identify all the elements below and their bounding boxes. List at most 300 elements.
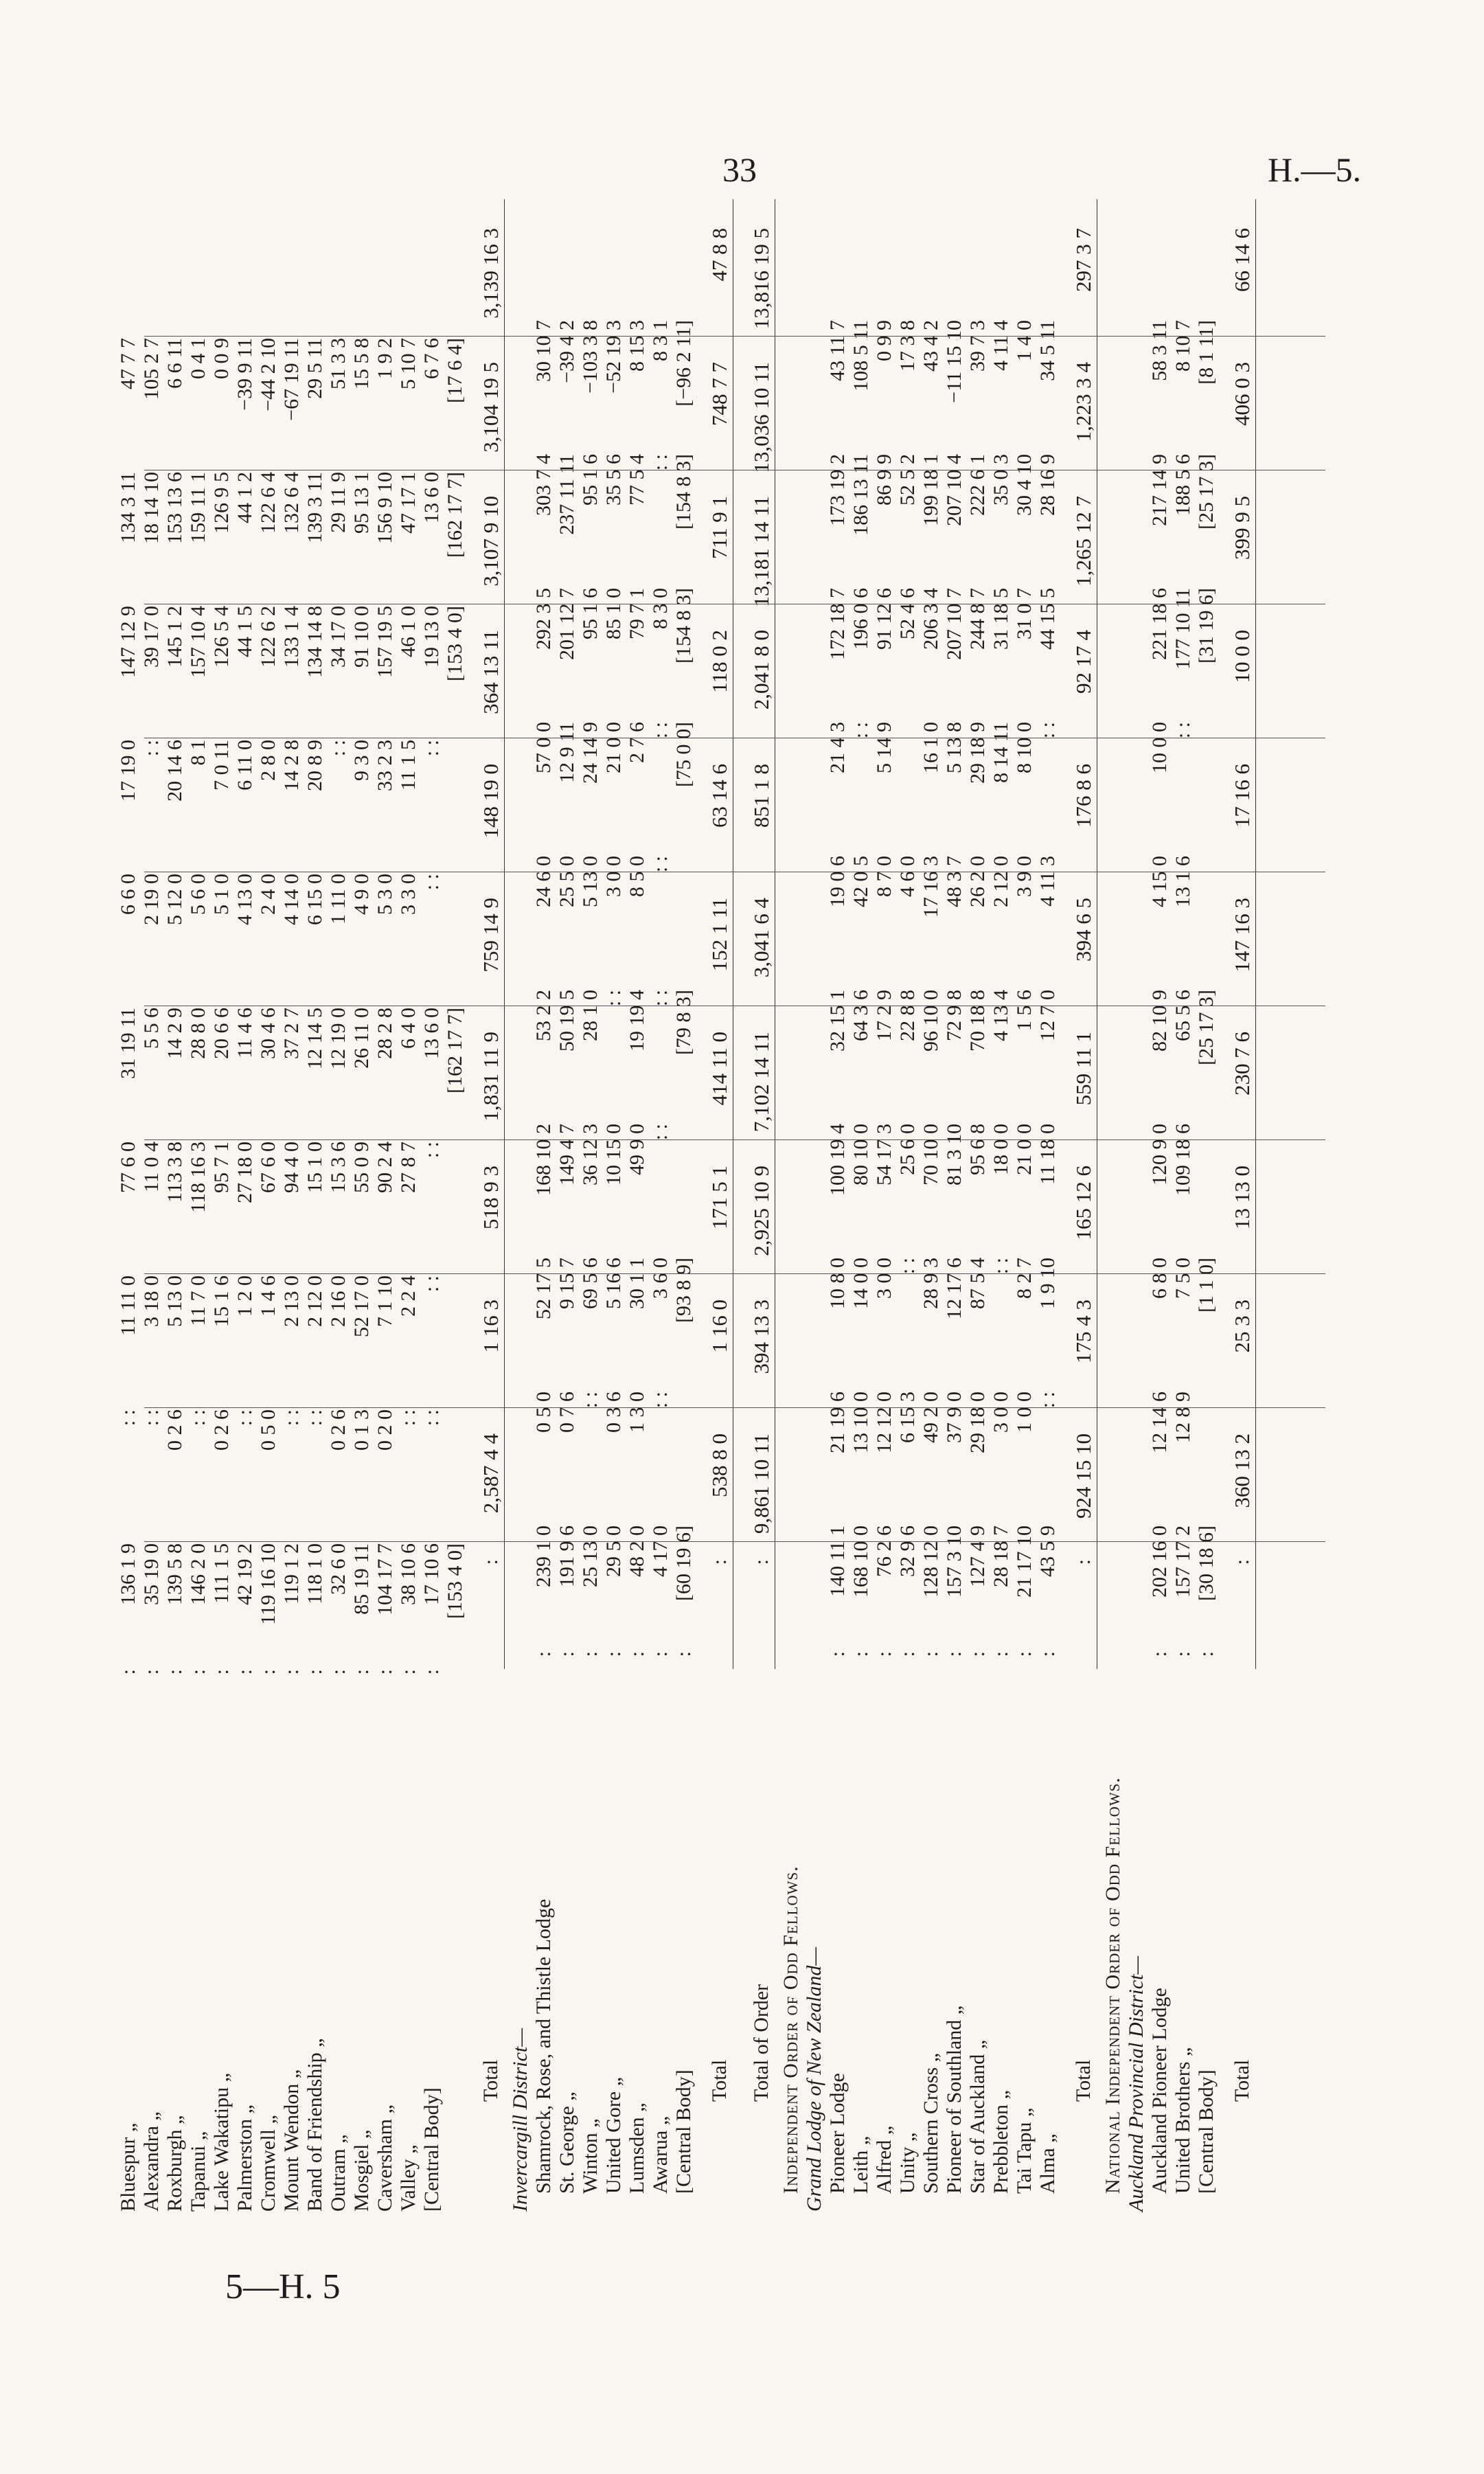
table-cell: 136 1 9	[117, 1543, 139, 1605]
leader-dots: :	[327, 1669, 350, 1675]
spacer	[467, 185, 479, 2212]
leader-dots: :	[397, 1669, 420, 1675]
row-label: Leith „	[849, 2135, 872, 2194]
table-cell: 47 17 1	[397, 472, 420, 534]
table-cell: 186 13 11	[849, 454, 872, 536]
row-label: Palmerston „	[233, 2104, 256, 2212]
table-cell: [162 17 7]	[444, 472, 466, 558]
total-cell: 394 6 5	[1071, 898, 1095, 962]
table-cell: 201 12 7	[556, 588, 578, 660]
group-rule	[504, 199, 505, 1669]
table-cell: 156 9 10	[374, 472, 396, 544]
leader-dots: :	[140, 1669, 163, 1675]
table-row	[873, 185, 896, 2212]
table-cell: 217 14 9	[1148, 454, 1171, 526]
total-cell: 66 14 6	[1230, 228, 1254, 292]
table-cell: : :	[649, 990, 672, 1007]
table-cell: 26 2 0	[966, 856, 989, 907]
table-cell: 5 13 0	[163, 1275, 186, 1327]
table-cell: 126 5 4	[210, 606, 233, 668]
row-label: Lake Wakatipu „	[210, 2073, 233, 2212]
leader-dots: :	[257, 1669, 279, 1675]
table-cell: 35 0 3	[990, 454, 1012, 506]
table-cell: 0 2 6	[163, 1409, 186, 1451]
table-cell: 96 10 0	[920, 990, 942, 1052]
table-cell: 25 13 0	[579, 1525, 602, 1587]
total-cell: 171 5 1	[707, 1166, 731, 1229]
leader-dots: :	[708, 1559, 731, 1565]
table-cell: 10 8 0	[826, 1258, 849, 1309]
table-row	[187, 185, 210, 2212]
table-cell: 19 0 6	[826, 856, 849, 907]
table-row	[163, 185, 187, 2212]
table-cell: 39 7 3	[966, 320, 989, 372]
table-row	[579, 185, 602, 2212]
table-cell: 134 14 8	[304, 606, 326, 678]
table-cell: : :	[420, 1275, 443, 1293]
table-cell: 12 14 6	[1148, 1392, 1171, 1453]
row-label: Shamrock, Rose, and Thistle Lodge	[532, 1898, 555, 2194]
table-cell: 0 2 0	[374, 1409, 396, 1451]
table-cell: 95 7 1	[210, 1142, 233, 1193]
leader-dots: :	[750, 1559, 773, 1565]
table-cell: 25 5 0	[556, 856, 578, 907]
table-cell: 3 0 0	[602, 856, 625, 897]
table-cell: 14 2 9	[163, 1008, 186, 1059]
table-row	[1036, 185, 1060, 2212]
table-cell: 69 5 6	[579, 1258, 602, 1309]
total-cell: 10 0 0	[1230, 630, 1254, 683]
table-cell: 3 0 0	[990, 1392, 1012, 1433]
total-row	[1231, 185, 1254, 2212]
table-cell: 22 8 8	[896, 990, 919, 1041]
table-cell: 303 7 4	[532, 454, 555, 516]
table-cell: 55 0 9	[350, 1142, 373, 1193]
table-cell: 24 6 0	[532, 856, 555, 907]
table-cell: 54 17 3	[873, 1124, 895, 1185]
table-cell: 19 19 4	[626, 990, 648, 1052]
table-cell: 3 0 0	[873, 1258, 895, 1299]
row-label: Pioneer of Southland „	[943, 2005, 966, 2194]
table-cell: 5 16 6	[602, 1258, 625, 1309]
table-cell: 177 10 11	[1172, 588, 1194, 670]
table-cell: 12 19 0	[327, 1008, 350, 1069]
table-cell: 5 10 7	[397, 338, 420, 389]
total-cell: 25 3 3	[1230, 1300, 1254, 1353]
table-cell: [154 8 3]	[672, 588, 695, 663]
total-cell: 759 14 9	[479, 898, 503, 973]
table-cell: 15 1 0	[304, 1142, 326, 1193]
table-cell: 65 5 6	[1172, 990, 1194, 1041]
row-label: [Central Body]	[672, 2069, 695, 2194]
table-cell: 13 6 0	[420, 1008, 443, 1059]
total-cell: 518 9 3	[479, 1166, 503, 1229]
total-label: Total	[708, 2059, 731, 2102]
table-cell: 8 5 0	[626, 856, 648, 897]
table-cell: 191 9 6	[556, 1525, 578, 1587]
table-cell: : :	[187, 1409, 209, 1427]
table-cell: 25 6 0	[896, 1124, 919, 1175]
table-cell: 159 11 1	[187, 472, 209, 543]
table-cell: 139 5 8	[163, 1543, 186, 1605]
table-cell: 188 5 6	[1172, 454, 1194, 516]
table-cell: 157 3 10	[943, 1525, 966, 1598]
total-cell: 176 8 6	[1071, 764, 1095, 828]
page-number: 33	[722, 150, 757, 189]
table-cell: 1 11 0	[327, 874, 350, 924]
row-label: Pioneer Lodge	[826, 2073, 849, 2194]
table-cell: −11 15 10	[943, 320, 966, 403]
table-cell: [25 17 3]	[1195, 990, 1218, 1065]
table-cell: 79 7 1	[626, 588, 648, 639]
table-cell: 6 8 0	[1148, 1258, 1171, 1299]
table-cell: 30 4 10	[1013, 454, 1036, 516]
total-cell: 47 8 8	[707, 228, 731, 282]
table-cell: 122 6 2	[257, 606, 279, 668]
table-cell: 34 17 0	[327, 606, 350, 668]
spacer	[1060, 185, 1072, 2212]
row-label: Prebbleton „	[990, 2090, 1012, 2194]
row-label: St. George „	[556, 2091, 578, 2194]
total-label: Total	[1072, 2059, 1095, 2102]
table-cell: 113 3 8	[163, 1142, 186, 1203]
table-cell: 43 5 9	[1036, 1525, 1059, 1577]
table-cell: 30 4 6	[257, 1008, 279, 1059]
row-label: Southern Cross „	[920, 2053, 942, 2194]
table-cell: [162 17 7]	[444, 1008, 466, 1093]
table-cell: : :	[649, 722, 672, 739]
table-cell: 72 9 8	[943, 990, 966, 1041]
table-cell: 146 2 0	[187, 1543, 209, 1605]
total-cell: 851 1 8	[749, 764, 773, 828]
table-cell: 6 6 11	[163, 338, 186, 389]
column-rule	[144, 1541, 1325, 1542]
table-row	[444, 185, 467, 2212]
table-cell: 4 11 4	[990, 320, 1012, 371]
table-cell: 157 17 2	[1172, 1525, 1194, 1598]
table-cell: [153 4 0]	[444, 606, 466, 681]
table-cell: 95 13 1	[350, 472, 373, 534]
table-cell: 81 3 10	[943, 1124, 966, 1185]
leader-dots: :	[1036, 1651, 1059, 1657]
table-cell: 31 0 7	[1013, 588, 1036, 639]
table-cell: 95 6 8	[966, 1124, 989, 1175]
table-cell: 5 1 0	[210, 874, 233, 915]
table-cell: 172 18 7	[826, 588, 849, 660]
table-row	[920, 185, 943, 2212]
table-cell: 2 4 0	[257, 874, 279, 915]
total-cell: 3,104 19 5	[479, 362, 503, 453]
table-cell: 95 1 6	[579, 454, 602, 506]
table-row	[849, 185, 873, 2212]
spacer	[696, 185, 708, 2212]
table-cell: 3 9 0	[1013, 856, 1036, 897]
table-cell: 43 11 7	[826, 320, 849, 381]
total-cell: 9,861 10 11	[749, 1433, 773, 1534]
table-cell: 10 15 0	[602, 1124, 625, 1185]
leader-dots: :	[1072, 1559, 1095, 1565]
table-cell: 35 5 6	[602, 454, 625, 506]
table-cell: 46 1 0	[397, 606, 420, 657]
total-cell: 118 0 2	[707, 630, 731, 693]
table-cell: 39 17 0	[140, 606, 163, 668]
leader-dots: :	[187, 1669, 209, 1675]
table-row	[257, 185, 280, 2212]
table-cell: 49 2 0	[920, 1392, 942, 1443]
table-cell: 221 18 6	[1148, 588, 1171, 660]
table-cell: 28 8 0	[187, 1008, 209, 1059]
table-cell: 239 1 0	[532, 1525, 555, 1587]
table-cell: 43 4 2	[920, 320, 942, 372]
table-cell: 28 18 7	[990, 1525, 1012, 1587]
table-cell: 29 5 11	[304, 338, 326, 399]
table-cell: 11 1 5	[397, 740, 420, 791]
table-cell: 36 12 3	[579, 1124, 602, 1185]
table-cell: 8 3 1	[649, 320, 672, 361]
row-label: Caversham „	[374, 2104, 396, 2212]
table-cell: 44 15 5	[1036, 588, 1059, 650]
total-cell: 538 8 0	[707, 1433, 731, 1497]
table-row	[532, 185, 556, 2212]
table-cell: 21 0 0	[1013, 1124, 1036, 1175]
table-cell: 237 11 11	[556, 454, 578, 535]
column-rule	[144, 1407, 1325, 1408]
table-cell: 30 1 1	[626, 1258, 648, 1309]
table-cell: 42 0 5	[849, 856, 872, 907]
table-cell: 100 19 4	[826, 1124, 849, 1196]
row-label: Band of Friendship „	[304, 2038, 326, 2212]
table-cell: 20 8 9	[304, 740, 326, 791]
table-cell: 27 18 0	[233, 1142, 256, 1203]
table-cell: 57 0 0	[532, 722, 555, 773]
total-cell: 364 13 11	[479, 630, 503, 714]
table-cell: 0 2 6	[327, 1409, 350, 1451]
table-cell: 48 3 7	[943, 856, 966, 907]
table-cell: 44 1 2	[233, 472, 256, 523]
row-label: Valley „	[397, 2144, 420, 2212]
table-cell: 91 10 0	[350, 606, 373, 668]
leader-dots: :	[849, 1651, 872, 1657]
table-cell: 17 16 3	[920, 856, 942, 918]
row-label: United Gore „	[602, 2077, 625, 2194]
row-label: Winton „	[579, 2118, 602, 2194]
table-cell: 2 16 0	[327, 1275, 350, 1327]
table-cell: 18 14 10	[140, 472, 163, 544]
table-cell: 2 8 0	[257, 740, 279, 781]
table-cell: 118 1 0	[304, 1543, 326, 1604]
table-cell: 13 10 0	[849, 1392, 872, 1453]
row-label: Auckland Pioneer Lodge	[1148, 1988, 1171, 2194]
leader-dots: :	[233, 1669, 256, 1675]
table-cell: 80 10 0	[849, 1124, 872, 1185]
table-cell: 199 18 1	[920, 454, 942, 526]
table-cell: 52 17 5	[532, 1258, 555, 1319]
leader-dots: :	[579, 1651, 602, 1657]
table-cell: 82 10 9	[1148, 990, 1171, 1052]
table-cell: 58 3 11	[1148, 320, 1171, 381]
table-cell: 26 11 0	[350, 1008, 373, 1069]
table-cell: [25 17 3]	[1195, 454, 1218, 530]
row-label: Outram „	[327, 2134, 350, 2212]
table-cell: 8 10 7	[1172, 320, 1194, 372]
table-cell: [30 18 6]	[1195, 1525, 1218, 1601]
total-row	[479, 185, 503, 2212]
table-cell: : :	[602, 990, 625, 1007]
table-cell: 17 19 0	[117, 740, 139, 802]
leader-dots: :	[672, 1651, 695, 1657]
total-cell: 559 11 1	[1071, 1032, 1095, 1106]
table-cell: 48 2 0	[626, 1525, 648, 1577]
table-cell: [60 19 6]	[672, 1525, 695, 1601]
table-cell: 3 18 0	[140, 1275, 163, 1327]
table-cell: [154 8 3]	[672, 454, 695, 530]
table-cell: [1 1 0]	[1195, 1258, 1218, 1313]
table-cell: 17 2 9	[873, 990, 895, 1041]
row-label: Bluespur „	[117, 2122, 139, 2212]
table-cell: 0 5 0	[532, 1392, 555, 1433]
table-cell: 145 1 2	[163, 606, 186, 668]
table-cell: : :	[280, 1409, 303, 1427]
table-cell: 16 1 0	[920, 722, 942, 773]
table-cell: 21 17 10	[1013, 1525, 1036, 1598]
table-cell: 1 4 6	[257, 1275, 279, 1317]
total-cell: 13,036 10 11	[749, 362, 773, 473]
table-cell: 132 6 4	[280, 472, 303, 534]
table-cell: 52 17 0	[350, 1275, 373, 1337]
table-cell: 47 7 7	[117, 338, 139, 389]
table-cell: 20 14 6	[163, 740, 186, 802]
table-cell: 12 8 9	[1172, 1392, 1194, 1443]
table-cell: 85 19 11	[350, 1543, 373, 1615]
spacer	[1218, 185, 1231, 2212]
table-cell: 0 5 0	[257, 1409, 279, 1451]
table-cell: 4 11 3	[1036, 856, 1059, 907]
table-cell: 12 17 6	[943, 1258, 966, 1319]
table-cell: 94 4 0	[280, 1142, 303, 1193]
table-cell: 8 10 0	[1013, 722, 1036, 773]
table-cell: 12 7 0	[1036, 990, 1059, 1041]
table-cell: −39 4 2	[556, 320, 578, 383]
table-cell: 11 18 0	[1036, 1124, 1059, 1185]
group-rule	[1255, 199, 1256, 1669]
table-cell: 38 10 6	[397, 1543, 420, 1605]
total-cell: 92 17 4	[1071, 630, 1095, 694]
table-cell: 31 18 5	[990, 588, 1012, 650]
table-cell: 2 12 0	[304, 1275, 326, 1327]
leader-dots: :	[649, 1651, 672, 1657]
table-cell: 196 0 6	[849, 588, 872, 650]
table-cell: 0 7 6	[556, 1392, 578, 1433]
table-cell: : :	[140, 1409, 163, 1427]
row-label: Mount Wendon „	[280, 2069, 303, 2212]
table-cell: 122 6 4	[257, 472, 279, 534]
table-cell: [79 8 3]	[672, 990, 695, 1055]
row-label: Lumsden „	[626, 2102, 648, 2194]
table-cell: 67 6 0	[257, 1142, 279, 1193]
table-cell: 33 2 3	[374, 740, 396, 791]
table-row	[210, 185, 233, 2212]
table-cell: 28 16 9	[1036, 454, 1059, 516]
table-cell: 44 1 5	[233, 606, 256, 657]
table-row	[233, 185, 257, 2212]
table-cell: 5 14 9	[873, 722, 895, 773]
table-cell: 37 9 0	[943, 1392, 966, 1443]
table-cell: : :	[420, 874, 443, 891]
table-cell: 292 3 5	[532, 588, 555, 650]
column-rule	[144, 1139, 1325, 1140]
table-cell: 153 13 6	[163, 472, 186, 544]
spacer	[738, 185, 750, 2212]
table-cell: 15 5 8	[350, 338, 373, 389]
leader-dots: :	[350, 1669, 373, 1675]
table-cell: 4 9 0	[350, 874, 373, 915]
table-cell: 11 11 0	[117, 1275, 139, 1336]
table-cell: 139 3 11	[304, 472, 326, 543]
table-cell: 15 3 6	[327, 1142, 350, 1193]
table-cell: 8 3 0	[649, 588, 672, 629]
table-cell: 32 15 1	[826, 990, 849, 1052]
table-cell: [8 1 11]	[1195, 320, 1218, 385]
table-cell: 7 5 0	[1172, 1258, 1194, 1299]
table-cell: 0 9 9	[873, 320, 895, 361]
total-cell: 63 14 6	[707, 764, 731, 828]
table-cell: 85 1 0	[602, 588, 625, 639]
table-row	[602, 185, 626, 2212]
table-cell: 52 4 6	[896, 588, 919, 639]
table-cell: 29 11 9	[327, 472, 350, 533]
table-cell: 168 10 0	[849, 1525, 872, 1598]
table-cell: 109 18 6	[1172, 1124, 1194, 1196]
signature-mark: 5—H. 5	[225, 2267, 341, 2306]
table-row	[1195, 185, 1218, 2212]
table-cell: 53 2 2	[532, 990, 555, 1041]
table-cell: 128 12 0	[920, 1525, 942, 1598]
total-cell: 1,223 3 4	[1071, 362, 1095, 442]
table-row	[1172, 185, 1195, 2212]
table-cell: 32 9 6	[896, 1525, 919, 1577]
table-cell: −39 9 11	[233, 338, 256, 411]
table-cell: 2 19 0	[140, 874, 163, 925]
table-cell: 2 13 0	[280, 1275, 303, 1327]
table-cell: 42 19 2	[233, 1543, 256, 1605]
table-row	[966, 185, 990, 2212]
table-cell: [75 0 0]	[672, 722, 695, 787]
table-cell: : :	[327, 740, 350, 757]
rotated-table	[117, 185, 1353, 2212]
leader-dots: :	[943, 1651, 966, 1657]
table-cell: : :	[649, 454, 672, 471]
table-cell: 70 10 0	[920, 1124, 942, 1185]
total-cell: 297 3 7	[1071, 228, 1095, 292]
table-cell: 244 8 7	[966, 588, 989, 650]
table-row	[350, 185, 374, 2212]
table-cell: 157 19 5	[374, 606, 396, 678]
table-cell: 119 1 2	[280, 1543, 303, 1604]
leader-dots: :	[420, 1669, 443, 1675]
table-cell: 0 0 9	[210, 338, 233, 379]
district-heading: Invercargill District—	[509, 2028, 532, 2212]
table-cell: 105 2 7	[140, 338, 163, 400]
table-cell: 86 9 9	[873, 454, 895, 506]
table-cell: 6 7 6	[420, 338, 443, 379]
table-cell: : :	[1036, 722, 1059, 739]
table-cell: 222 6 1	[966, 454, 989, 516]
row-label: Mosgiel „	[350, 2129, 373, 2212]
table-row	[1013, 185, 1036, 2212]
table-cell: 1 9 2	[374, 338, 396, 379]
table-cell: 13 1 6	[1172, 856, 1194, 907]
leader-dots: :	[920, 1651, 942, 1657]
